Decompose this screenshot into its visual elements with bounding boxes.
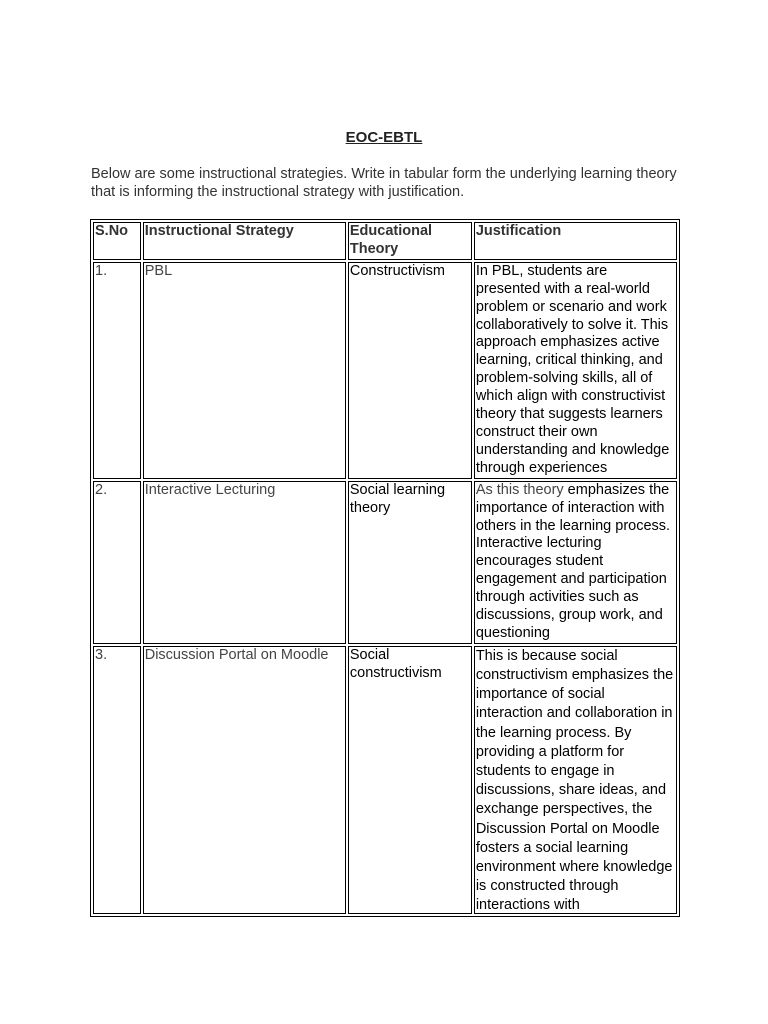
row-strategy: PBL	[143, 262, 346, 479]
header-justification: Justification	[474, 222, 677, 260]
justification-rest: emphasizes the importance of interaction with others in the learning process. Interactive lecturing encourages student engagement and participation through activities such as discussions, group work, and questioning	[475, 481, 671, 641]
row-justification: This is because social constructivism emphasizes the importance of social interaction and collaboration in the learning process. By providing a platform for students to engage in discussions, share ideas, and exchange perspectives, the Discussion Portal on Moodle fosters a social learning environment where knowledge is constructed through interactions with	[475, 647, 674, 913]
row-sno: 3.	[93, 646, 141, 914]
justification-lead: As this theory	[475, 481, 564, 498]
row-theory: Constructivism	[348, 262, 472, 479]
row-strategy: Discussion Portal on Moodle	[143, 646, 346, 914]
row-sno: 1.	[93, 262, 141, 479]
intro-paragraph: Below are some instructional strategies. Write in tabular form the underlying learning theory that is informing the instructional strategy with justification.	[91, 166, 677, 200]
row-theory: Social learning theory	[348, 481, 472, 644]
row-sno: 2.	[93, 481, 141, 644]
table-row	[93, 262, 677, 479]
row-theory: Social constructivism	[348, 646, 472, 914]
table-header-row	[93, 222, 677, 260]
table-row	[93, 481, 677, 644]
header-strategy: Instructional Strategy	[143, 222, 346, 260]
header-theory: Educational Theory	[348, 222, 472, 260]
row-justification-cell	[474, 646, 677, 914]
document-title: EOC-EBTL	[345, 129, 423, 146]
row-strategy: Interactive Lecturing	[143, 481, 346, 644]
header-sno: S.No	[93, 222, 141, 260]
table-row	[93, 646, 677, 914]
strategies-table	[90, 219, 680, 917]
strategies-table-container	[90, 219, 680, 917]
row-justification	[474, 481, 677, 644]
row-justification: In PBL, students are presented with a real-world problem or scenario and work collaboratively to solve it. This approach emphasizes active learning, critical thinking, and problem-solving skills, all of which align with constructivist theory that suggests learners construct their own understanding and knowledge through experiences	[474, 262, 677, 479]
